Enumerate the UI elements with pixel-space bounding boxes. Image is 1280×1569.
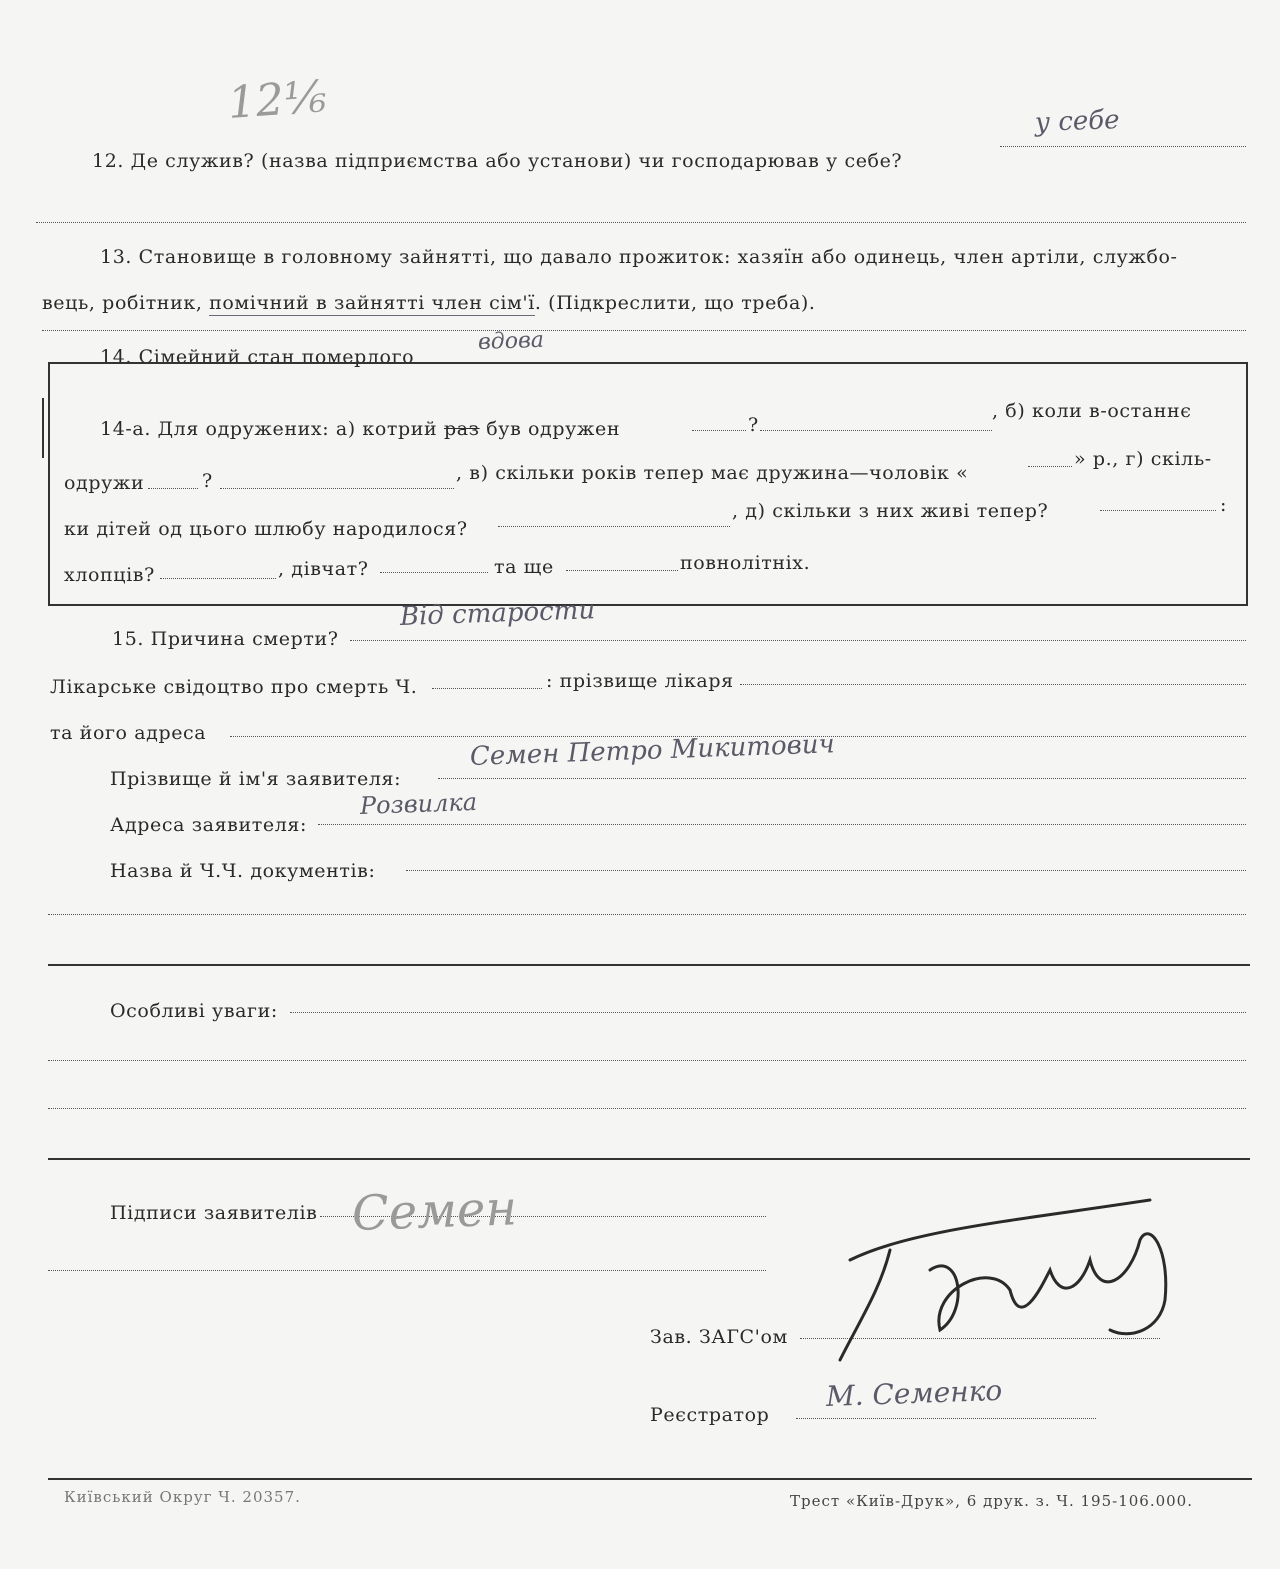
q13-line[interactable] — [42, 330, 1246, 331]
q14-answer: вдова — [477, 327, 545, 355]
q14a-l4b: , дівчат? — [278, 558, 369, 580]
q14a-l2c: » р., г) скіль- — [1074, 448, 1212, 470]
q12-answer-line[interactable] — [1000, 146, 1246, 147]
footer-right: Трест «Київ-Друк», 6 друк. з. Ч. 195-106.000. — [790, 1492, 1193, 1510]
q15-label: 15. Причина смерти? — [112, 628, 339, 650]
registrar-line[interactable] — [796, 1418, 1096, 1419]
q14a-l4d: повнолітніх. — [680, 552, 811, 574]
footer-rule — [48, 1478, 1252, 1480]
q14a-married-when-line2[interactable] — [220, 488, 454, 489]
q13-line1: 13. Становище в головному зайнятті, що давало прожиток: хазяїн або одинець, член артіли, службо- — [100, 246, 1178, 268]
applicant-name-value: Семен Петро Микитович — [469, 729, 836, 772]
q14a-l3b: , д) скільки з них живі тепер? — [732, 500, 1049, 522]
documents-line[interactable] — [406, 870, 1246, 871]
married-section-tab — [42, 398, 52, 458]
q15-answer: Від старости — [399, 595, 596, 632]
signatures-line-2[interactable] — [48, 1270, 766, 1271]
q13-line2-post: . (Підкреслити, що треба). — [534, 292, 816, 314]
q12-label: 12. Де служив? (назва підприємства або установи) чи господарював у себе? — [92, 150, 903, 172]
signatures-label: Підписи заявителів — [110, 1202, 318, 1224]
footer-left: Київський Округ Ч. 20357. — [64, 1488, 301, 1506]
q14a-l1-qmark: ? — [748, 414, 759, 436]
doctor-name-line[interactable] — [740, 684, 1246, 685]
q14a-l4c: та ще — [494, 556, 554, 578]
applicant-name-line[interactable] — [438, 778, 1246, 779]
q14a-l3c: : — [1220, 494, 1228, 516]
documents-label: Назва й Ч.Ч. документів: — [110, 860, 376, 882]
applicant-name-label: Прізвище й ім'я заявителя: — [110, 768, 402, 790]
q14-label: 14. Сімейний стан померлого — [100, 346, 415, 368]
registrar-signature: М. Семенко — [825, 1373, 1003, 1413]
section-rule-2 — [48, 1158, 1250, 1160]
applicant-signature: Семен — [351, 1180, 518, 1242]
q14a-children-alive-line[interactable] — [1100, 510, 1216, 511]
section-rule-1 — [48, 964, 1250, 966]
q12-answer: у себе — [1034, 105, 1121, 138]
documents-line-2[interactable] — [48, 914, 1246, 915]
remarks-line-2[interactable] — [48, 1060, 1246, 1061]
remarks-label: Особливі уваги: — [110, 1000, 278, 1022]
remarks-line-3[interactable] — [48, 1108, 1246, 1109]
q14a-married-when-line[interactable] — [148, 488, 198, 489]
corner-note: 12¹⁄₆ — [226, 71, 329, 129]
q15-answer-line[interactable] — [350, 640, 1246, 641]
q14a-l4a: хлопців? — [64, 564, 155, 586]
zags-head-label: Зав. ЗАГС'ом — [650, 1326, 788, 1348]
doctor-cert-number-line[interactable] — [432, 688, 542, 689]
zags-head-signature — [820, 1190, 1200, 1370]
q14a-l2b: , в) скільки років тепер має дружина—чоловік « — [456, 462, 969, 484]
q14a-l2a: одружи — [64, 472, 145, 494]
q14a-l1a: 14-а. Для одружених: а) котрий — [100, 418, 444, 440]
q14a-times-married-line2[interactable] — [760, 430, 992, 431]
q14a-l1b: був одружен — [479, 418, 621, 440]
q14a-spouse-age-line[interactable] — [1028, 466, 1072, 467]
q14a-l1c: , б) коли в-останнє — [992, 400, 1192, 422]
doctor-cert-label: Лікарське свідоцтво про смерть Ч. — [50, 676, 418, 698]
q14a-times-married-line[interactable] — [692, 430, 746, 431]
applicant-address-value: Розвилка — [359, 787, 478, 820]
doctor-name-label: : прізвище лікаря — [546, 670, 734, 692]
q13-line2 — [42, 292, 816, 314]
q14a-boys-line[interactable] — [160, 578, 276, 579]
q14a-struck-word: раз — [443, 418, 480, 440]
q14a-girls-line[interactable] — [380, 572, 488, 573]
doctor-address-label: та його адреса — [50, 722, 207, 744]
remarks-line-1[interactable] — [290, 1012, 1246, 1013]
q14a-children-born-line[interactable] — [498, 526, 730, 527]
q12-continuation-line[interactable] — [36, 222, 1246, 223]
q13-line2-pre: вець, робітник, — [42, 292, 210, 314]
applicant-address-label: Адреса заявителя: — [110, 814, 307, 836]
applicant-address-line[interactable] — [318, 824, 1246, 825]
registrar-label: Реєстратор — [650, 1404, 770, 1426]
q14a-l3a: ки дітей од цього шлюбу народилося? — [64, 518, 468, 540]
q13-underlined-option: помічний в зайнятті член сім'ї — [209, 292, 535, 314]
q14a-l2-qmark: ? — [202, 470, 213, 492]
q14a-adults-line[interactable] — [566, 570, 678, 571]
q14a-line1 — [100, 418, 620, 440]
